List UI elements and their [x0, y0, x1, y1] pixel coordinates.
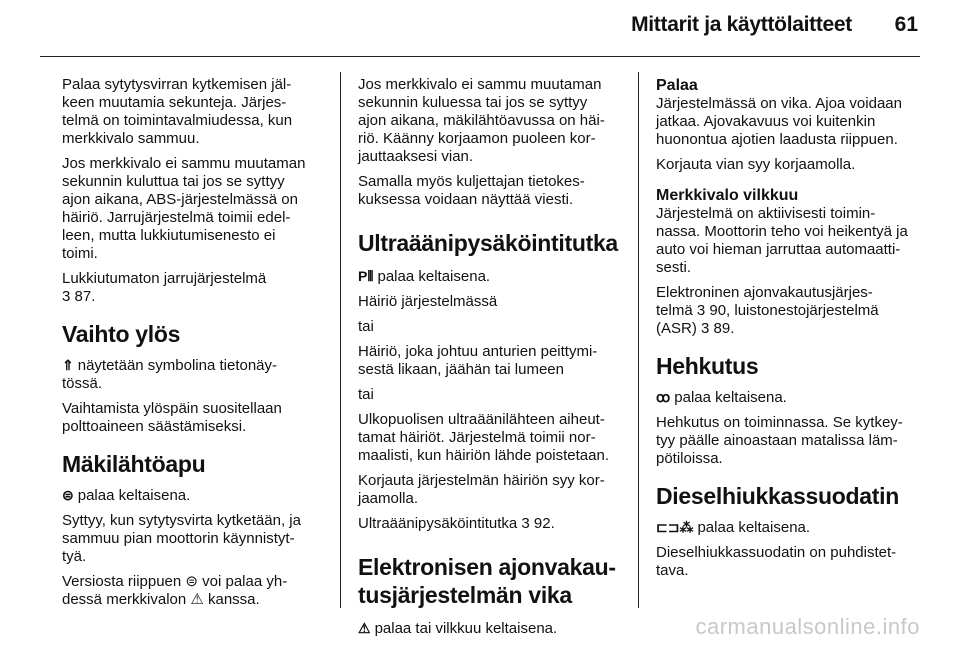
subheading-merkkivalo-vilkkuu: Merkkivalo vilkkuu: [656, 187, 799, 204]
paragraph: ⊜ palaa keltaisena.: [62, 487, 191, 504]
page-number: 61: [894, 13, 918, 36]
upshift-icon: ⇑: [62, 357, 74, 373]
section-heading-makilahtoapu: Mäkilähtöapu: [62, 451, 206, 477]
paragraph: Häiriö, joka johtuu anturien peittymi- sestä likaan, jäähän tai lumeen: [358, 343, 598, 378]
paragraph: Järjestelmässä on vika. Ajoa voidaan jatkaa. Ajovakavuus voi kuitenkin huonontua ajotien laadusta riippuen.: [656, 95, 902, 148]
section-heading-hehkutus: Hehkutus: [656, 353, 759, 379]
section-heading-elektroninen-ajonvakautus: Elektronisen ajonvakau- tusjärjestelmän vika: [358, 554, 616, 608]
paragraph: Järjestelmä on aktiivisesti toimin- nassa. Moottorin teho voi heikentyä ja auto voi hieman jarruttaa automaatti- sesti.: [656, 205, 908, 276]
paragraph: ⊏⊐⁂ palaa keltaisena.: [656, 519, 811, 536]
paragraph: Hehkutus on toiminnassa. Se kytkey- tyy päälle ainoastaan matalissa läm- pötiloissa.: [656, 414, 903, 467]
paragraph: Korjauta järjestelmän häiriön syy kor- jaamolla.: [358, 472, 605, 507]
paragraph: P⦀ palaa keltaisena.: [358, 268, 491, 285]
paragraph: Syttyy, kun sytytysvirta kytketään, ja sammuu pian moottorin käynnistyt- tyä.: [62, 512, 301, 565]
watermark: carmanualsonline.info: [695, 614, 920, 639]
diesel-filter-icon: ⊏⊐⁂: [656, 519, 694, 535]
paragraph: Vaihtamista ylöspäin suositellaan polttoaineen säästämiseksi.: [62, 400, 282, 435]
paragraph: ⇑ näytetään symbolina tietonäy- tössä.: [62, 357, 278, 392]
paragraph: Versiosta riippuen ⊜ voi palaa yh- dessä merkkivalon ⚠ kanssa.: [62, 573, 288, 608]
glow-plug-icon: ꝏ: [656, 389, 671, 405]
text-column-2: [358, 76, 620, 645]
cross-reference: Elektroninen ajonvakautusjärjes- telmä 3 90, luistonestojärjestelmä (ASR) 3 89.: [656, 284, 879, 337]
paragraph: Ulkopuolisen ultraäänilähteen aiheut- tamat häiriöt. Järjestelmä toimii nor- maalisti, kun häiriön lähde poistetaan.: [358, 411, 609, 464]
paragraph: Dieselhiukkassuodatin on puhdistet- tava.: [656, 544, 897, 579]
text-column-3: [656, 76, 918, 587]
paragraph: ⚠ palaa tai vilkkuu keltaisena.: [358, 620, 558, 637]
page-header-title: Mittarit ja käyttölaitteet: [631, 13, 852, 36]
paragraph: tai: [358, 318, 374, 335]
column-divider: [340, 72, 341, 608]
text-column-1: [62, 76, 324, 616]
paragraph: Korjauta vian syy korjaamolla.: [656, 156, 856, 173]
paragraph: Jos merkkivalo ei sammu muutaman sekunnin kuluttua tai jos se syttyy ajon aikana, ABS-järjestelmässä on häiriö. Jarrujärjestelmä toimii edel- leen, mutta lukkiutumisenesto ei toimi.: [62, 155, 306, 262]
section-heading-vaihto-ylos: Vaihto ylös: [62, 321, 181, 347]
section-heading-dieselhiukkassuodatin: Dieselhiukkassuodatin: [656, 483, 899, 509]
hill-start-icon: ⊜: [62, 487, 74, 503]
stability-control-icon: ⚠: [358, 620, 371, 636]
paragraph: Häiriö järjestelmässä: [358, 293, 498, 310]
cross-reference: Lukkiutumaton jarrujärjestelmä 3 87.: [62, 270, 267, 305]
header-divider: [40, 56, 920, 57]
column-divider: [638, 72, 639, 608]
paragraph: tai: [358, 386, 374, 403]
parking-sensor-icon: P⦀: [358, 268, 374, 284]
paragraph: Samalla myös kuljettajan tietokes- kuksessa voidaan näyttää viesti.: [358, 173, 585, 208]
subheading-palaa: Palaa: [656, 77, 698, 94]
paragraph: Palaa sytytysvirran kytkemisen jäl- keen muutamia sekunteja. Järjes- telmä on toimintavalmiudessa, kun merkkivalo sammuu.: [62, 76, 293, 147]
paragraph: Jos merkkivalo ei sammu muutaman sekunnin kuluessa tai jos se syttyy ajon aikana, mäkilähtöavussa on häi- riö. Käänny korjaamon puoleen kor- jauttaaksesi vian.: [358, 76, 605, 165]
cross-reference: Ultraäänipysäköintitutka 3 92.: [358, 515, 555, 532]
paragraph: ꝏ palaa keltaisena.: [656, 389, 787, 406]
section-heading-ultraaanipysakointitutka: Ultraäänipysäköintitutka: [358, 230, 618, 256]
